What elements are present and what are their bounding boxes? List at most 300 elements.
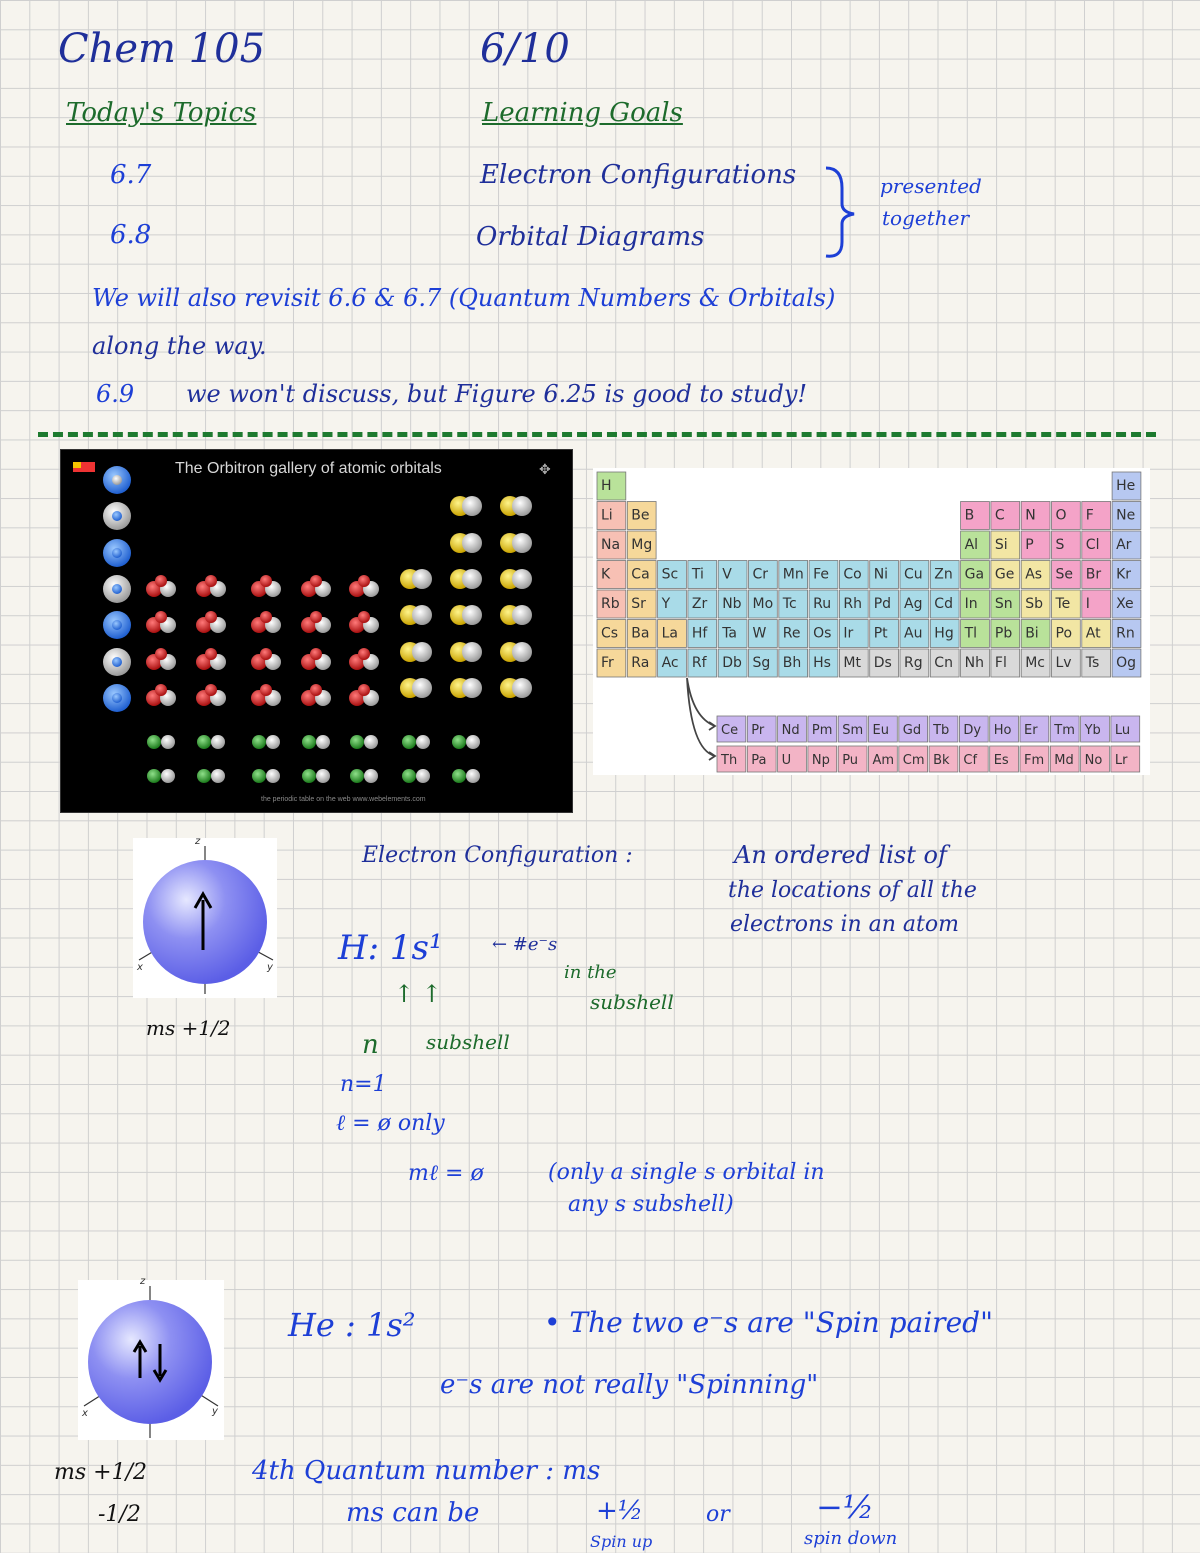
element-symbol: Rf <box>691 655 707 671</box>
axis-label: x <box>137 962 143 973</box>
element-symbol: Fe <box>813 566 830 583</box>
d-orbital-lobe <box>462 496 482 516</box>
f-orbital-lobe <box>358 611 370 623</box>
g-orbital-lobe <box>147 769 161 783</box>
element-cell <box>597 649 626 677</box>
element-symbol: He <box>1116 478 1136 494</box>
element-cell <box>1050 716 1079 742</box>
element-symbol: Sm <box>842 723 864 738</box>
orbital-grid <box>61 450 572 812</box>
element-cell <box>991 502 1020 530</box>
element-symbol: Ne <box>1116 507 1136 524</box>
definition-text: An ordered list of <box>734 841 947 869</box>
d-orbital-lobe <box>462 605 482 625</box>
element-symbol: As <box>1025 566 1043 583</box>
element-symbol: S <box>1055 537 1065 553</box>
element-cell <box>597 620 626 648</box>
element-symbol: At <box>1085 625 1101 642</box>
element-cell <box>597 472 626 500</box>
orbitron-title: The Orbitron gallery of atomic orbitals <box>175 460 442 477</box>
element-cell <box>749 590 778 618</box>
element-cell <box>990 746 1019 772</box>
element-cell <box>779 590 808 618</box>
f-orbital-lobe <box>155 648 167 660</box>
element-cell <box>1021 590 1050 618</box>
periodic-table-image <box>593 468 1150 775</box>
element-cell <box>1081 746 1110 772</box>
element-cell <box>961 649 990 677</box>
element-cell <box>658 561 687 589</box>
g-orbital-lobe <box>197 769 211 783</box>
element-cell <box>627 561 656 589</box>
element-symbol: Na <box>601 537 621 553</box>
element-cell <box>1112 502 1141 530</box>
spin-caption: ms +1/2 <box>146 1016 231 1040</box>
d-orbital-lobe <box>412 678 432 698</box>
f-orbital-lobe <box>310 684 322 696</box>
element-cell <box>961 561 990 589</box>
element-cell <box>1052 590 1081 618</box>
d-orbital-lobe <box>462 533 482 553</box>
element-symbol: Rb <box>601 596 620 612</box>
element-symbol: Kr <box>1116 566 1132 583</box>
element-cell <box>900 590 929 618</box>
ms-can-be: ms can be <box>346 1498 480 1528</box>
definition-term: Electron Configuration : <box>362 843 633 868</box>
element-cell <box>930 561 959 589</box>
element-cell <box>991 620 1020 648</box>
element-cell <box>627 620 656 648</box>
element-cell <box>1082 620 1111 648</box>
periodic-table <box>593 468 1150 775</box>
element-cell <box>717 716 746 742</box>
n-value: n=1 <box>340 1072 387 1097</box>
element-symbol: Sc <box>661 566 679 583</box>
element-symbol: Be <box>631 507 650 524</box>
element-symbol: Mt <box>843 655 861 671</box>
element-symbol: Zr <box>691 596 708 612</box>
course-title: Chem 105 <box>58 26 266 72</box>
g-orbital-lobe <box>302 735 316 749</box>
element-symbol: In <box>964 596 978 612</box>
element-cell <box>1052 620 1081 648</box>
figure-note: we won't discuss, but Figure 6.25 is good to study! <box>186 380 808 408</box>
compass-icon: ✥ <box>539 462 551 478</box>
element-cell <box>1082 531 1111 559</box>
d-orbital-lobe <box>512 569 532 589</box>
s-orbital-core <box>112 693 122 703</box>
element-cell <box>1112 620 1141 648</box>
element-cell <box>779 620 808 648</box>
element-symbol: Bk <box>933 753 950 768</box>
spin-down-label: spin down <box>804 1528 898 1549</box>
goal-item: Electron Configurations <box>480 160 797 190</box>
element-symbol: K <box>601 566 611 583</box>
element-symbol: Hf <box>691 625 708 642</box>
element-symbol: Sn <box>994 596 1013 612</box>
ml-note: (only a single s orbital in <box>548 1160 825 1185</box>
element-cell <box>688 590 717 618</box>
element-cell <box>1021 561 1050 589</box>
f-orbital-lobe <box>205 611 217 623</box>
spin-caption: -1/2 <box>98 1502 141 1527</box>
element-cell <box>959 716 988 742</box>
element-cell <box>1052 531 1081 559</box>
axis-label: x <box>82 1408 88 1419</box>
element-cell <box>899 716 928 742</box>
or-word: or <box>706 1502 730 1527</box>
element-cell <box>1081 716 1110 742</box>
element-symbol: Cn <box>934 655 953 671</box>
element-symbol: Cl <box>1085 537 1100 553</box>
element-cell <box>718 561 747 589</box>
axis-label: y <box>267 962 273 973</box>
element-cell <box>991 561 1020 589</box>
element-symbol: N <box>1025 507 1036 524</box>
g-orbital-lobe <box>316 769 330 783</box>
element-cell <box>1111 746 1140 772</box>
element-symbol: F <box>1085 507 1094 524</box>
element-cell <box>961 531 990 559</box>
element-cell <box>1021 531 1050 559</box>
g-orbital-lobe <box>302 769 316 783</box>
topic-item: 6.8 <box>110 220 152 250</box>
element-cell <box>747 746 776 772</box>
f-orbital-lobe <box>260 648 272 660</box>
element-symbol: Eu <box>872 723 889 738</box>
element-cell <box>597 531 626 559</box>
g-orbital-lobe <box>364 735 378 749</box>
element-symbol: U <box>781 753 792 768</box>
element-cell <box>779 649 808 677</box>
element-cell <box>870 561 899 589</box>
element-cell <box>597 590 626 618</box>
element-cell <box>779 561 808 589</box>
element-symbol: Sg <box>752 655 771 671</box>
topic-item: 6.7 <box>110 160 152 190</box>
element-cell <box>717 746 746 772</box>
spin-up-sphere-figure <box>133 838 277 998</box>
element-cell <box>809 649 838 677</box>
element-symbol: Ga <box>964 566 985 583</box>
element-symbol: Sb <box>1025 596 1043 612</box>
definition-text: the locations of all the <box>728 878 977 903</box>
element-symbol: Ce <box>721 723 739 738</box>
in-the-note: in the <box>564 962 617 983</box>
element-symbol: Mc <box>1025 655 1045 671</box>
element-symbol: I <box>1085 596 1090 612</box>
element-symbol: Cf <box>963 753 978 768</box>
element-symbol: Bh <box>782 655 802 671</box>
element-symbol: Ac <box>661 655 679 671</box>
element-symbol: Lv <box>1055 655 1072 671</box>
element-symbol: Si <box>994 537 1008 553</box>
element-symbol: Og <box>1116 655 1137 671</box>
g-orbital-lobe <box>252 769 266 783</box>
g-orbital-lobe <box>266 769 280 783</box>
element-cell <box>778 716 807 742</box>
element-cell <box>1112 472 1141 500</box>
element-symbol: Pt <box>873 625 888 642</box>
f-orbital-lobe <box>260 611 272 623</box>
element-symbol: Rh <box>843 596 863 612</box>
element-symbol: Rg <box>904 655 923 671</box>
g-orbital-lobe <box>161 735 175 749</box>
element-cell <box>900 620 929 648</box>
element-cell <box>1112 561 1141 589</box>
spin-paired-sphere-figure <box>78 1276 224 1440</box>
element-cell <box>869 746 898 772</box>
f-orbital-lobe <box>260 684 272 696</box>
s-orbital-core <box>112 657 122 667</box>
section-divider <box>38 432 1156 437</box>
d-orbital-lobe <box>512 496 532 516</box>
element-cell <box>627 590 656 618</box>
element-cell <box>870 649 899 677</box>
element-symbol: C <box>994 507 1005 524</box>
element-cell <box>718 620 747 648</box>
d-orbital-lobe <box>412 642 432 662</box>
s-orbital-core <box>112 475 122 485</box>
g-orbital-lobe <box>452 735 466 749</box>
hydrogen-config: H: 1s¹ <box>338 928 443 968</box>
element-cell <box>900 649 929 677</box>
g-orbital-lobe <box>147 735 161 749</box>
element-symbol: Nh <box>964 655 984 671</box>
g-orbital-lobe <box>350 769 364 783</box>
element-symbol: Br <box>1085 566 1102 583</box>
element-cell <box>597 502 626 530</box>
element-symbol: Ar <box>1116 537 1132 553</box>
element-cell <box>1112 590 1141 618</box>
element-cell <box>808 746 837 772</box>
element-cell <box>900 561 929 589</box>
element-cell <box>1112 649 1141 677</box>
element-symbol: Ru <box>813 596 832 612</box>
element-cell <box>870 590 899 618</box>
f-orbital-lobe <box>358 648 370 660</box>
element-symbol: Re <box>782 625 801 642</box>
n-label: n <box>362 1030 379 1060</box>
element-cell <box>869 716 898 742</box>
element-cell <box>747 716 776 742</box>
spin-caption: ms +1/2 <box>54 1460 147 1485</box>
element-symbol: Md <box>1054 753 1074 768</box>
g-orbital-lobe <box>416 735 430 749</box>
element-cell <box>1082 590 1111 618</box>
element-cell <box>930 620 959 648</box>
element-symbol: Nd <box>781 723 800 738</box>
element-cell <box>929 746 958 772</box>
g-orbital-lobe <box>350 735 364 749</box>
element-cell <box>1052 649 1081 677</box>
s-orbital-core <box>112 511 122 521</box>
element-cell <box>991 649 1020 677</box>
curly-brace <box>820 164 860 260</box>
f-orbital-lobe <box>205 648 217 660</box>
element-cell <box>839 590 868 618</box>
element-symbol: Yb <box>1084 723 1101 738</box>
element-symbol: Pm <box>811 723 833 738</box>
element-cell <box>1021 502 1050 530</box>
element-cell <box>839 561 868 589</box>
g-orbital-lobe <box>211 769 225 783</box>
d-orbital-lobe <box>462 642 482 662</box>
element-symbol: Ba <box>631 625 650 642</box>
g-orbital-lobe <box>266 735 280 749</box>
element-symbol: H <box>601 478 612 494</box>
together-note: together <box>882 206 970 230</box>
element-cell <box>1020 716 1049 742</box>
element-symbol: Tc <box>782 596 797 612</box>
element-cell <box>961 590 990 618</box>
element-cell <box>838 716 867 742</box>
element-cell <box>1021 620 1050 648</box>
element-cell <box>749 561 778 589</box>
d-orbital-lobe <box>512 642 532 662</box>
element-symbol: Ho <box>993 723 1012 738</box>
element-cell <box>658 649 687 677</box>
f-orbital-lobe <box>358 575 370 587</box>
not-spinning-note: e⁻s are not really "Spinning" <box>440 1370 819 1400</box>
element-symbol: Mn <box>782 566 804 583</box>
element-symbol: Xe <box>1116 596 1134 612</box>
element-cell <box>658 620 687 648</box>
element-cell <box>839 620 868 648</box>
element-symbol: V <box>722 566 732 583</box>
presented-note: presented <box>880 174 982 198</box>
element-symbol: Dy <box>963 723 982 738</box>
element-cell <box>959 746 988 772</box>
element-cell <box>990 716 1019 742</box>
element-cell <box>1082 561 1111 589</box>
element-symbol: Pb <box>994 625 1013 642</box>
learning-goals-heading: Learning Goals <box>482 98 683 128</box>
element-cell <box>688 561 717 589</box>
d-orbital-lobe <box>462 569 482 589</box>
element-symbol: Nb <box>722 596 742 612</box>
orbitron-footer: the periodic table on the web www.webelements.com <box>261 796 426 803</box>
d-orbital-lobe <box>412 605 432 625</box>
element-symbol: Lu <box>1114 723 1131 738</box>
orbitron-gallery-image <box>60 449 573 813</box>
goal-item: Orbital Diagrams <box>476 222 705 252</box>
element-cell <box>778 746 807 772</box>
element-cell <box>1082 502 1111 530</box>
element-symbol: Bi <box>1025 625 1039 642</box>
element-cell <box>870 620 899 648</box>
f-block-arrows <box>687 678 715 760</box>
element-cell <box>1082 649 1111 677</box>
element-symbol: Os <box>813 625 832 642</box>
element-symbol: No <box>1084 753 1103 768</box>
d-orbital-lobe <box>512 533 532 553</box>
element-cell <box>597 561 626 589</box>
s-orbital-core <box>112 620 122 630</box>
g-orbital-lobe <box>316 735 330 749</box>
f-orbital-lobe <box>310 611 322 623</box>
element-symbol: Tl <box>964 625 978 642</box>
element-cell <box>627 502 656 530</box>
element-cell <box>658 590 687 618</box>
helium-config: He : 1s² <box>288 1306 416 1344</box>
g-orbital-lobe <box>402 769 416 783</box>
g-orbital-lobe <box>211 735 225 749</box>
element-cell <box>718 590 747 618</box>
f-orbital-lobe <box>155 684 167 696</box>
subshell-note: subshell <box>590 990 674 1014</box>
subshell-label: subshell <box>426 1030 510 1054</box>
definition-text: electrons in an atom <box>730 912 959 937</box>
plus-half: +½ <box>596 1496 643 1526</box>
element-symbol: La <box>661 625 678 642</box>
element-cell <box>929 716 958 742</box>
element-symbol: Te <box>1055 596 1071 612</box>
section-number: 6.9 <box>96 380 135 408</box>
element-symbol: Ra <box>631 655 650 671</box>
axis-label: z <box>140 1276 146 1287</box>
axis-label: z <box>195 836 201 847</box>
d-orbital-lobe <box>512 678 532 698</box>
element-symbol: Co <box>843 566 862 583</box>
element-symbol: Rn <box>1116 625 1135 642</box>
f-orbital-lobe <box>205 684 217 696</box>
element-symbol: Mg <box>631 537 653 553</box>
element-symbol: Mo <box>752 596 774 612</box>
l-value: ℓ = ø only <box>336 1111 445 1136</box>
g-orbital-lobe <box>161 769 175 783</box>
element-cell <box>809 561 838 589</box>
ml-value: mℓ = ø <box>408 1161 484 1186</box>
g-orbital-lobe <box>452 769 466 783</box>
s-orbital-core <box>112 584 122 594</box>
f-orbital-lobe <box>310 648 322 660</box>
element-symbol: Db <box>722 655 742 671</box>
element-symbol: Ag <box>904 596 923 612</box>
g-orbital-lobe <box>402 735 416 749</box>
element-symbol: Pr <box>751 723 765 738</box>
element-symbol: Gd <box>902 723 922 738</box>
minus-half: −½ <box>816 1488 874 1526</box>
element-cell <box>688 649 717 677</box>
element-cell <box>899 746 928 772</box>
element-symbol: Hs <box>813 655 831 671</box>
element-cell <box>749 649 778 677</box>
element-symbol: Fr <box>601 655 614 671</box>
element-cell <box>749 620 778 648</box>
element-cell <box>991 531 1020 559</box>
element-symbol: Fm <box>1024 753 1045 768</box>
element-cell <box>627 649 656 677</box>
electron-count-note: ← #e⁻s <box>492 934 558 955</box>
fourth-quantum-number: 4th Quantum number : ms <box>252 1456 601 1486</box>
d-orbital-lobe <box>462 678 482 698</box>
ml-note: any s subshell) <box>568 1192 734 1217</box>
element-symbol: Li <box>601 507 613 524</box>
element-cell <box>627 531 656 559</box>
element-symbol: Np <box>811 753 830 768</box>
element-symbol: Hg <box>934 625 954 642</box>
element-cell <box>808 716 837 742</box>
element-symbol: Cu <box>904 566 923 583</box>
element-symbol: Au <box>904 625 923 642</box>
element-symbol: Cd <box>934 596 953 612</box>
g-orbital-lobe <box>466 735 480 749</box>
element-cell <box>1050 746 1079 772</box>
g-orbital-lobe <box>252 735 266 749</box>
revisit-line: We will also revisit 6.6 & 6.7 (Quantum Numbers & Orbitals) <box>92 284 836 312</box>
element-symbol: Ni <box>873 566 889 583</box>
